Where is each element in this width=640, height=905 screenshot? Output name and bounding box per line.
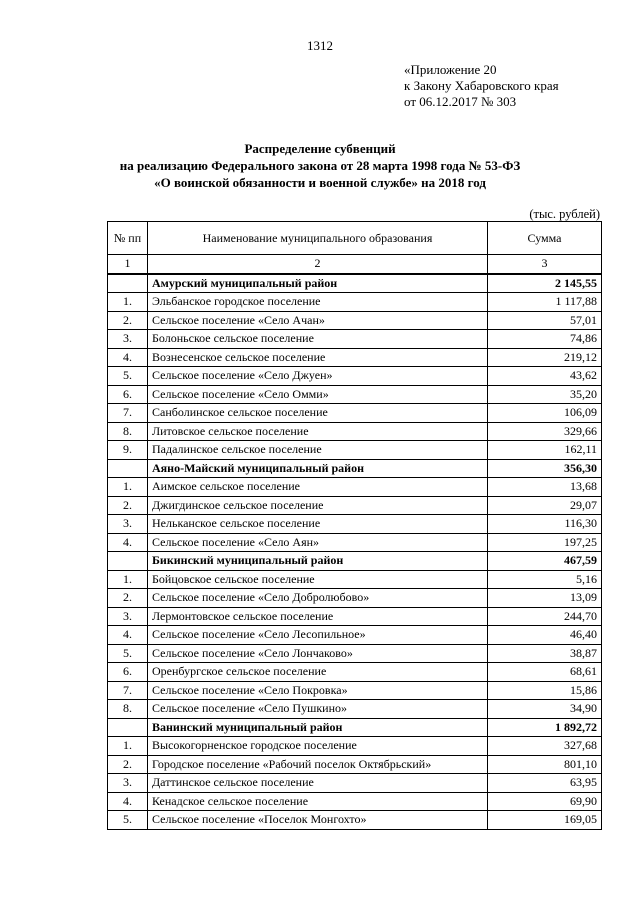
header-sum: Сумма	[488, 222, 602, 255]
column-numbers-row	[108, 255, 602, 274]
row-number: 4.	[108, 626, 148, 645]
row-sum: 69,90	[488, 792, 602, 811]
table-header-row	[108, 222, 602, 255]
row-sum: 29,07	[488, 496, 602, 515]
table-row	[108, 441, 602, 460]
row-sum: 106,09	[488, 404, 602, 423]
title-line-3: «О воинской обязанности и военной службе» на 2018 год	[154, 175, 486, 190]
row-name: Сельское поселение «Поселок Монгохто»	[148, 811, 488, 830]
row-name: Падалинское сельское поселение	[148, 441, 488, 460]
page-number: 1312	[307, 38, 333, 53]
table-row	[108, 589, 602, 608]
table-row	[108, 663, 602, 682]
row-sum: 46,40	[488, 626, 602, 645]
row-name: Сельское поселение «Село Омми»	[148, 385, 488, 404]
district-row	[108, 552, 602, 571]
row-sum: 356,30	[488, 459, 602, 478]
row-number: 8.	[108, 700, 148, 719]
row-name: Амурский муниципальный район	[148, 274, 488, 293]
header-name: Наименование муниципального образования	[148, 222, 488, 255]
row-number: 8.	[108, 422, 148, 441]
table-row	[108, 700, 602, 719]
row-sum: 43,62	[488, 367, 602, 386]
table-row	[108, 681, 602, 700]
row-number: 5.	[108, 811, 148, 830]
annex-line-2: к Закону Хабаровского края	[404, 78, 559, 93]
row-name: Кенадское сельское поселение	[148, 792, 488, 811]
row-number	[108, 718, 148, 737]
row-sum: 2 145,55	[488, 274, 602, 293]
row-name: Лермонтовское сельское поселение	[148, 607, 488, 626]
row-number: 1.	[108, 737, 148, 756]
row-number: 1.	[108, 570, 148, 589]
table-row	[108, 570, 602, 589]
header-num: № пп	[108, 222, 148, 255]
row-number: 6.	[108, 663, 148, 682]
row-name: Аимское сельское поселение	[148, 478, 488, 497]
units-label: (тыс. рублей)	[529, 207, 600, 221]
row-sum: 68,61	[488, 663, 602, 682]
table-row	[108, 311, 602, 330]
subvention-table	[107, 221, 602, 830]
table-row	[108, 533, 602, 552]
row-number: 1.	[108, 293, 148, 312]
title-line-1: Распределение субвенций	[244, 141, 396, 156]
row-number	[108, 459, 148, 478]
row-sum: 74,86	[488, 330, 602, 349]
row-name: Бойцовское сельское поселение	[148, 570, 488, 589]
row-number: 2.	[108, 589, 148, 608]
table-row	[108, 626, 602, 645]
row-number: 2.	[108, 496, 148, 515]
table-row	[108, 404, 602, 423]
row-name: Сельское поселение «Село Лончаково»	[148, 644, 488, 663]
table-row	[108, 478, 602, 497]
column-number-3: 3	[488, 255, 602, 274]
row-name: Сельское поселение «Село Джуен»	[148, 367, 488, 386]
title-line-2: на реализацию Федерального закона от 28 марта 1998 года № 53-ФЗ	[119, 158, 521, 173]
row-sum: 34,90	[488, 700, 602, 719]
row-sum: 244,70	[488, 607, 602, 626]
row-name: Оренбургское сельское поселение	[148, 663, 488, 682]
row-name: Вознесенское сельское поселение	[148, 348, 488, 367]
row-name: Высокогорненское городское поселение	[148, 737, 488, 756]
district-row	[108, 274, 602, 293]
annex-line-1: «Приложение 20	[404, 62, 497, 77]
annex-line-3: от 06.12.2017 № 303	[404, 94, 517, 109]
row-number: 9.	[108, 441, 148, 460]
row-number: 4.	[108, 533, 148, 552]
row-name: Ванинский муниципальный район	[148, 718, 488, 737]
row-number: 7.	[108, 404, 148, 423]
row-name: Сельское поселение «Село Пушкино»	[148, 700, 488, 719]
row-name: Эльбанское городское поселение	[148, 293, 488, 312]
row-number: 2.	[108, 311, 148, 330]
row-sum: 169,05	[488, 811, 602, 830]
table-row	[108, 644, 602, 663]
table-row	[108, 330, 602, 349]
table-row	[108, 737, 602, 756]
row-number: 6.	[108, 385, 148, 404]
table-row	[108, 293, 602, 312]
row-number: 1.	[108, 478, 148, 497]
row-name: Городское поселение «Рабочий поселок Октябрьский»	[148, 755, 488, 774]
row-number: 4.	[108, 792, 148, 811]
document-title	[0, 140, 640, 191]
table-row	[108, 755, 602, 774]
row-number: 2.	[108, 755, 148, 774]
row-sum: 162,11	[488, 441, 602, 460]
row-name: Сельское поселение «Село Аян»	[148, 533, 488, 552]
row-number: 5.	[108, 644, 148, 663]
row-name: Литовское сельское поселение	[148, 422, 488, 441]
table-row	[108, 811, 602, 830]
column-number-1: 1	[108, 255, 148, 274]
row-sum: 57,01	[488, 311, 602, 330]
district-row	[108, 459, 602, 478]
table-row	[108, 607, 602, 626]
row-number	[108, 552, 148, 571]
row-sum: 197,25	[488, 533, 602, 552]
row-number: 3.	[108, 607, 148, 626]
row-sum: 38,87	[488, 644, 602, 663]
row-sum: 35,20	[488, 385, 602, 404]
row-sum: 327,68	[488, 737, 602, 756]
row-number: 3.	[108, 515, 148, 534]
table-row	[108, 385, 602, 404]
row-number: 3.	[108, 330, 148, 349]
row-name: Сельское поселение «Село Добролюбово»	[148, 589, 488, 608]
district-row	[108, 718, 602, 737]
table-row	[108, 774, 602, 793]
column-number-2: 2	[148, 255, 488, 274]
row-name: Нельканское сельское поселение	[148, 515, 488, 534]
row-number	[108, 274, 148, 293]
row-name: Сельское поселение «Село Покровка»	[148, 681, 488, 700]
table-row	[108, 367, 602, 386]
row-name: Сельское поселение «Село Лесопильное»	[148, 626, 488, 645]
row-sum: 5,16	[488, 570, 602, 589]
table-row	[108, 496, 602, 515]
row-sum: 13,68	[488, 478, 602, 497]
row-name: Джигдинское сельское поселение	[148, 496, 488, 515]
row-number: 3.	[108, 774, 148, 793]
table-row	[108, 422, 602, 441]
row-sum: 116,30	[488, 515, 602, 534]
row-name: Даттинское сельское поселение	[148, 774, 488, 793]
row-name: Сельское поселение «Село Ачан»	[148, 311, 488, 330]
row-sum: 63,95	[488, 774, 602, 793]
row-number: 7.	[108, 681, 148, 700]
row-sum: 13,09	[488, 589, 602, 608]
row-number: 5.	[108, 367, 148, 386]
row-name: Болоньское сельское поселение	[148, 330, 488, 349]
table-row	[108, 348, 602, 367]
row-sum: 219,12	[488, 348, 602, 367]
annex-reference	[404, 62, 559, 110]
row-sum: 1 892,72	[488, 718, 602, 737]
row-sum: 15,86	[488, 681, 602, 700]
row-number: 4.	[108, 348, 148, 367]
row-name: Санболинское сельское поселение	[148, 404, 488, 423]
row-sum: 329,66	[488, 422, 602, 441]
table-row	[108, 792, 602, 811]
row-sum: 467,59	[488, 552, 602, 571]
row-sum: 1 117,88	[488, 293, 602, 312]
row-name: Аяно-Майский муниципальный район	[148, 459, 488, 478]
row-name: Бикинский муниципальный район	[148, 552, 488, 571]
row-sum: 801,10	[488, 755, 602, 774]
table-row	[108, 515, 602, 534]
